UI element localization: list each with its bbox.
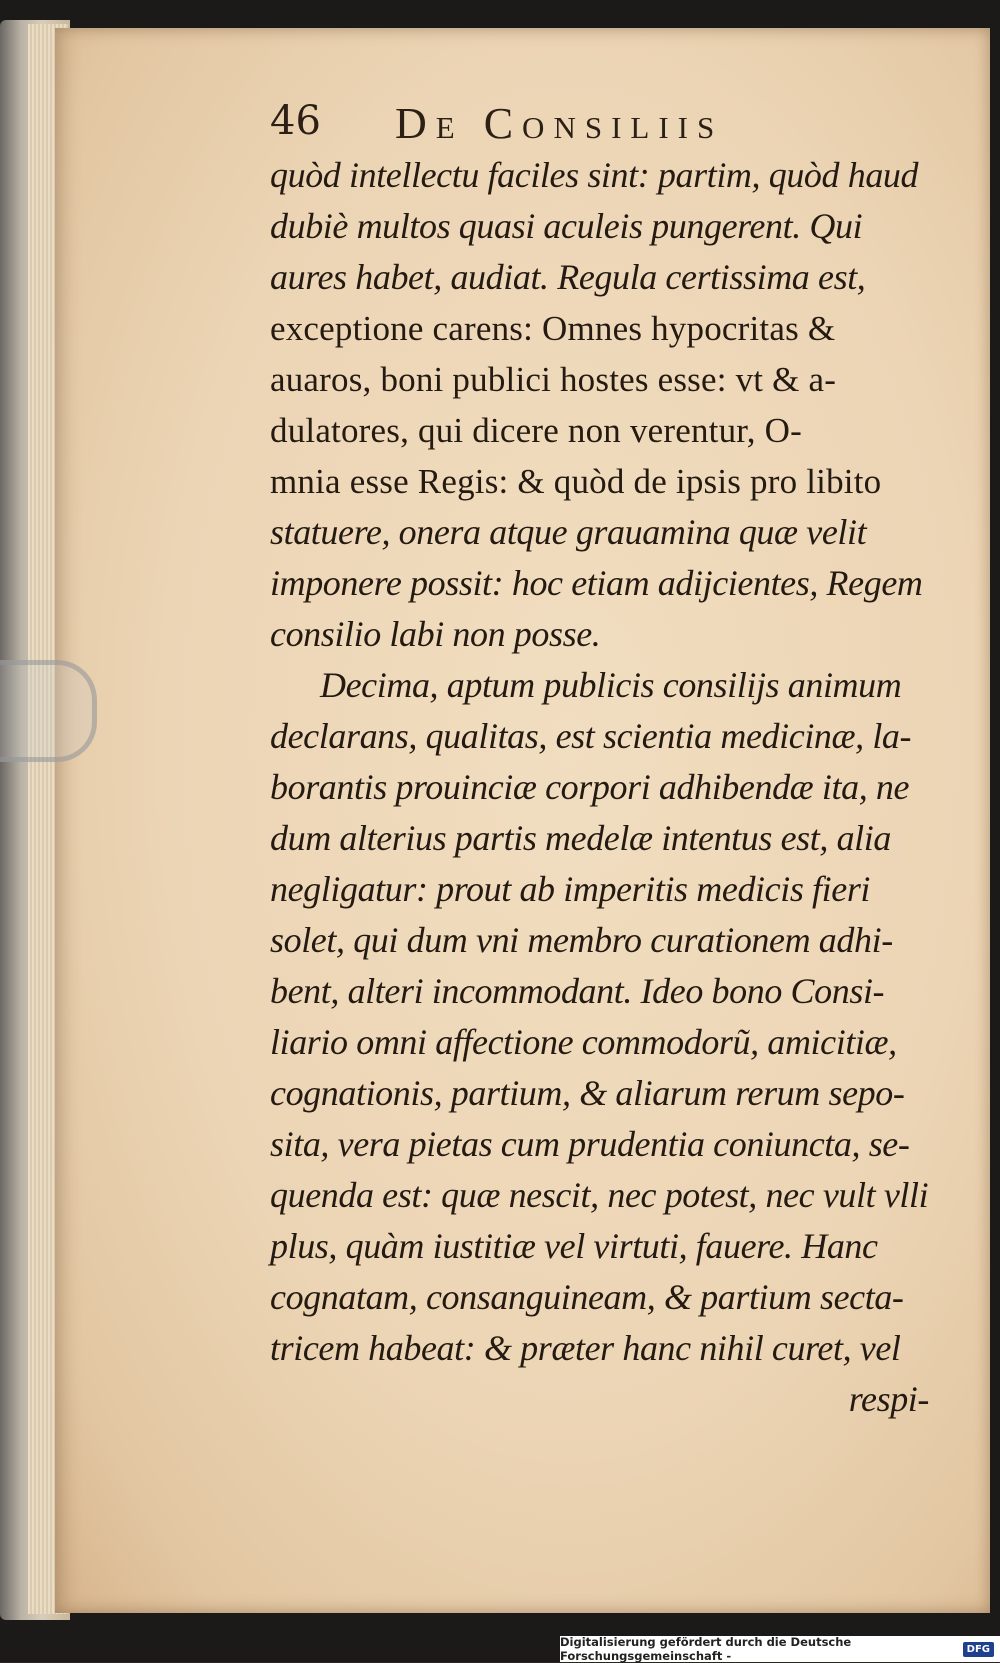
text-line: tricem habeat: & præter hanc nihil curet, vel	[270, 1328, 901, 1368]
text-line: plus, quàm iustitiæ vel virtuti, fauere. Hanc	[270, 1226, 878, 1266]
text-block	[270, 150, 935, 1425]
page-number: 46	[270, 98, 321, 144]
text-line: exceptione carens: Omnes hypocritas &	[270, 309, 836, 348]
text-line: borantis prouinciæ corpori adhibendæ ita, ne	[270, 767, 910, 807]
text-line: dubiè multos quasi aculeis pungerent. Qui	[270, 206, 863, 246]
text-line: negligatur: prout ab imperitis medicis fieri	[270, 869, 871, 909]
text-line: quenda est: quæ nescit, nec potest, nec vult vlli	[270, 1175, 929, 1215]
text-line: dulatores, qui dicere non verentur, O-	[270, 411, 802, 450]
text-line: sita, vera pietas cum prudentia coniuncta, se-	[270, 1124, 910, 1164]
dfg-logo: DFG	[963, 1642, 994, 1657]
page-clip	[0, 660, 97, 762]
text-line: respi-	[848, 1379, 929, 1419]
text-line: solet, qui dum vni membro curationem adhi-	[270, 920, 893, 960]
text-line: dum alterius partis medelæ intentus est, alia	[270, 818, 891, 858]
text-line: cognationis, partium, & aliarum rerum sepo-	[270, 1073, 905, 1113]
text-line: imponere possit: hoc etiam adijcientes, Regem	[270, 563, 923, 603]
text-line: quòd intellectu faciles sint: partim, quòd haud	[270, 155, 919, 195]
page-header	[270, 98, 890, 158]
digitization-footer	[560, 1636, 1000, 1662]
text-line: cognatam, consanguineam, & partium secta-	[270, 1277, 904, 1317]
text-line: Decima, aptum publicis consilijs animum	[320, 665, 902, 705]
text-line: aures habet, audiat. Regula certissima est,	[270, 257, 866, 297]
running-title: De Consiliis	[395, 99, 724, 148]
text-line: bent, alteri incommodant. Ideo bono Consi-	[270, 971, 885, 1011]
text-line: statuere, onera atque grauamina quæ velit	[270, 512, 867, 552]
text-line: mnia esse Regis: & quòd de ipsis pro libito	[270, 462, 882, 501]
footer-credit: Digitalisierung gefördert durch die Deutsche Forschungsgemeinschaft -	[560, 1635, 852, 1663]
text-line: auaros, boni publici hostes esse: vt & a-	[270, 360, 837, 399]
text-line: consilio labi non posse.	[270, 614, 601, 654]
text-line: declarans, qualitas, est scientia medicinæ, la-	[270, 716, 912, 756]
text-line: liario omni affectione commodorũ, amicitiæ,	[270, 1022, 897, 1062]
